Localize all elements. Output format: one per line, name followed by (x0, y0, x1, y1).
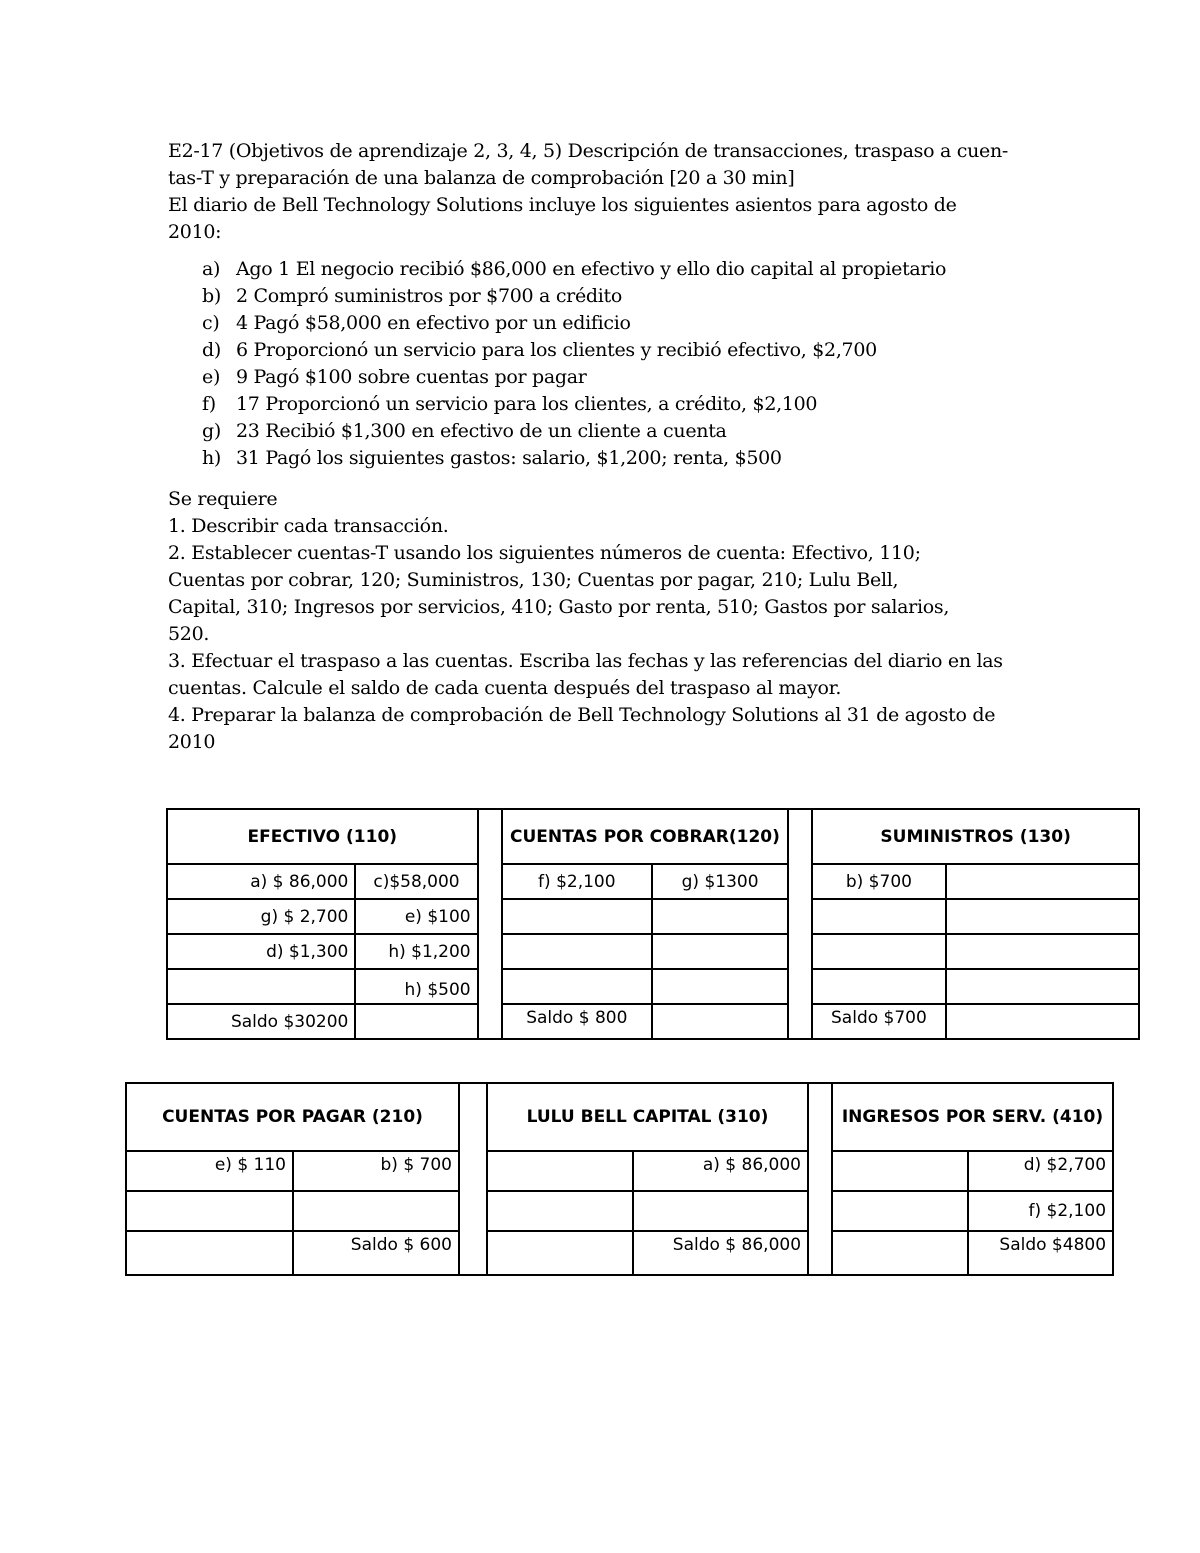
t-accounts-table-2 (125, 1082, 1114, 1276)
exercise-title-line1: E2-17 (Objetivos de aprendizaje 2, 3, 4, 5) Descripción de transacciones, traspaso a cuen- (168, 140, 1009, 162)
table-cell (502, 934, 652, 969)
balance-cell: Saldo $ 800 (502, 1004, 652, 1039)
table-cell (832, 1151, 968, 1191)
table-row-balance (167, 1004, 1139, 1039)
column-spacer (478, 809, 502, 1039)
balance-cell: Saldo $ 600 (293, 1231, 459, 1275)
requirement-2-line1: 2. Establecer cuentas-T usando los siguientes números de cuenta: Efectivo, 110; (168, 542, 921, 564)
balance-cell: Saldo $700 (812, 1004, 945, 1039)
balance-cell: Saldo $4800 (968, 1231, 1113, 1275)
table-cell (946, 864, 1139, 899)
requirement-3-line2: cuentas. Calcule el saldo de cada cuenta después del traspaso al mayor. (168, 677, 842, 699)
intro-line1: El diario de Bell Technology Solutions incluye los siguientes asientos para agosto de (168, 194, 957, 216)
exercise-text (168, 138, 1068, 756)
table-cell (167, 969, 355, 1004)
requirement-2-line3: Capital, 310; Ingresos por servicios, 410; Gasto por renta, 510; Gastos por salarios, (168, 596, 950, 618)
account-header-efectivo: EFECTIVO (110) (167, 809, 478, 864)
t-accounts-table-1 (166, 808, 1140, 1040)
table-row (167, 899, 1139, 934)
table-cell (126, 1231, 293, 1275)
table-cell (832, 1191, 968, 1231)
column-spacer (808, 1083, 832, 1275)
requirement-1: 1. Describir cada transacción. (168, 515, 449, 537)
table-cell: b) $700 (812, 864, 945, 899)
exercise-title-line2: tas-T y preparación de una balanza de comprobación [20 a 30 min] (168, 167, 795, 189)
table-cell (946, 969, 1139, 1004)
list-item: f) 17 Proporcionó un servicio para los clientes, a crédito, $2,100 (202, 393, 818, 415)
intro-line2: 2010: (168, 221, 222, 243)
table-cell (652, 969, 788, 1004)
balance-cell: Saldo $30200 (167, 1004, 355, 1039)
table-cell (633, 1191, 808, 1231)
table-cell (487, 1151, 633, 1191)
list-item: h) 31 Pagó los siguientes gastos: salario, $1,200; renta, $500 (202, 447, 782, 469)
table-header-row (167, 809, 1139, 864)
account-header-ingresos-por-serv: INGRESOS POR SERV. (410) (832, 1083, 1113, 1151)
table-header-row (126, 1083, 1113, 1151)
account-header-cuentas-por-cobrar: CUENTAS POR COBRAR(120) (502, 809, 789, 864)
requirement-2-line2: Cuentas por cobrar, 120; Suministros, 130; Cuentas por pagar, 210; Lulu Bell, (168, 569, 899, 591)
table-cell: a) $ 86,000 (167, 864, 355, 899)
required-title: Se requiere (168, 488, 278, 510)
table-cell: h) $1,200 (355, 934, 477, 969)
account-header-cuentas-por-pagar: CUENTAS POR PAGAR (210) (126, 1083, 459, 1151)
table-cell: h) $500 (355, 969, 477, 1004)
table-cell (487, 1231, 633, 1275)
requirement-4-line2: 2010 (168, 731, 216, 753)
table-cell (502, 969, 652, 1004)
transaction-list (168, 256, 1068, 472)
requirement-3-line1: 3. Efectuar el traspaso a las cuentas. Escriba las fechas y las referencias del diario en las (168, 650, 1003, 672)
table-cell (652, 899, 788, 934)
table-cell: e) $100 (355, 899, 477, 934)
list-item: b) 2 Compró suministros por $700 a crédito (202, 285, 623, 307)
table-row (126, 1151, 1113, 1191)
table-cell (293, 1191, 459, 1231)
list-item: d) 6 Proporcionó un servicio para los clientes y recibió efectivo, $2,700 (202, 339, 877, 361)
table-cell (946, 934, 1139, 969)
table-cell: g) $1300 (652, 864, 788, 899)
table-cell (946, 899, 1139, 934)
table-cell (812, 969, 945, 1004)
column-spacer (459, 1083, 487, 1275)
table-cell (812, 934, 945, 969)
table-cell (652, 1004, 788, 1039)
table-cell (502, 899, 652, 934)
table-cell (946, 1004, 1139, 1039)
table-cell: a) $ 86,000 (633, 1151, 808, 1191)
table-row (126, 1191, 1113, 1231)
table-cell: e) $ 110 (126, 1151, 293, 1191)
table-cell (126, 1191, 293, 1231)
table-row (167, 864, 1139, 899)
table-cell (652, 934, 788, 969)
table-cell: d) $2,700 (968, 1151, 1113, 1191)
table-row-balance (126, 1231, 1113, 1275)
list-item: a) Ago 1 El negocio recibió $86,000 en efectivo y ello dio capital al propietario (202, 258, 947, 280)
balance-cell: Saldo $ 86,000 (633, 1231, 808, 1275)
account-header-lulu-bell-capital: LULU BELL CAPITAL (310) (487, 1083, 808, 1151)
list-item: e) 9 Pagó $100 sobre cuentas por pagar (202, 366, 587, 388)
list-item: g) 23 Recibió $1,300 en efectivo de un cliente a cuenta (202, 420, 727, 442)
table-cell: g) $ 2,700 (167, 899, 355, 934)
table-cell: b) $ 700 (293, 1151, 459, 1191)
account-header-suministros: SUMINISTROS (130) (812, 809, 1139, 864)
requirement-2-line4: 520. (168, 623, 210, 645)
requirement-4-line1: 4. Preparar la balanza de comprobación de Bell Technology Solutions al 31 de agosto de (168, 704, 996, 726)
table-row (167, 934, 1139, 969)
table-cell: c)$58,000 (355, 864, 477, 899)
column-spacer (788, 809, 812, 1039)
table-cell: f) $2,100 (968, 1191, 1113, 1231)
table-cell (812, 899, 945, 934)
table-cell: f) $2,100 (502, 864, 652, 899)
table-row (167, 969, 1139, 1004)
table-cell (832, 1231, 968, 1275)
table-cell: d) $1,300 (167, 934, 355, 969)
list-item: c) 4 Pagó $58,000 en efectivo por un edificio (202, 312, 631, 334)
table-cell (355, 1004, 477, 1039)
table-cell (487, 1191, 633, 1231)
